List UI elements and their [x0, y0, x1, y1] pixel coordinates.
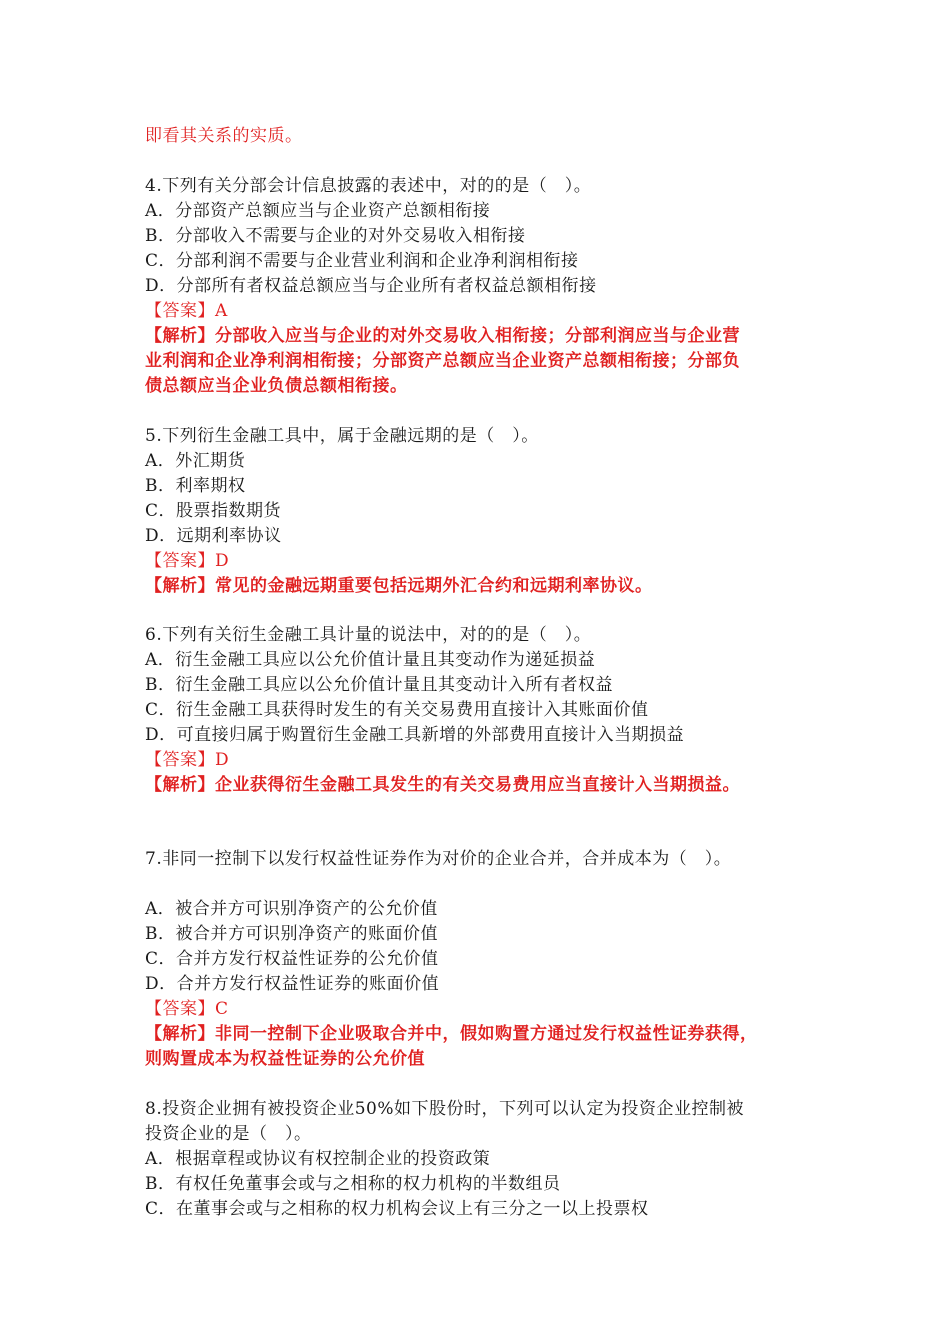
question-4-option-a: A．分部资产总额应当与企业资产总额相衔接 [145, 201, 491, 221]
question-7-option-b: B．被合并方可识别净资产的账面价值 [145, 924, 438, 944]
question-4-stem: 4.下列有关分部会计信息披露的表述中，对的的是（ ）。 [145, 176, 592, 196]
question-6-answer: 【答案】D [145, 750, 230, 770]
question-7-answer: 【答案】C [145, 999, 229, 1019]
question-7-analysis-line-1: 【解析】非同一控制下企业吸取合并中，假如购置方通过发行权益性证券获得， [145, 1024, 758, 1044]
question-5-analysis-line-1: 【解析】常见的金融远期重要包括远期外汇合约和远期利率协议。 [145, 576, 653, 596]
paragraph-continuation: 即看其关系的实质。 [145, 126, 303, 146]
question-8-option-a: A．根据章程或协议有权控制企业的投资政策 [145, 1149, 491, 1169]
question-8-stem-line-1: 8.投资企业拥有被投资企业50%如下股份时，下列可以认定为投资企业控制被 [145, 1099, 745, 1119]
question-4-option-b: B．分部收入不需要与企业的对外交易收入相衔接 [145, 226, 526, 246]
question-8-option-b: B．有权任免董事会或与之相称的权力机构的半数组员 [145, 1174, 561, 1194]
question-6-option-a: A．衍生金融工具应以公允价值计量且其变动作为递延损益 [145, 650, 596, 670]
question-7-stem: 7.非同一控制下以发行权益性证券作为对价的企业合并，合并成本为（ ）。 [145, 849, 732, 869]
question-6-stem: 6.下列有关衍生金融工具计量的说法中，对的的是（ ）。 [145, 625, 592, 645]
question-4-option-c: C．分部利润不需要与企业营业利润和企业净利润相衔接 [145, 251, 579, 271]
question-7-option-c: C．合并方发行权益性证券的公允价值 [145, 949, 439, 969]
question-7-analysis-line-2: 则购置成本为权益性证券的公允价值 [145, 1049, 425, 1069]
question-5-option-c: C．股票指数期货 [145, 501, 282, 521]
question-4-analysis-line-2: 业利润和企业净利润相衔接；分部资产总额应当企业资产总额相衔接；分部负 [145, 351, 740, 371]
question-4-analysis-line-1: 【解析】分部收入应当与企业的对外交易收入相衔接；分部利润应当与企业营 [145, 326, 740, 346]
question-5-stem: 5.下列衍生金融工具中，属于金融远期的是（ ）。 [145, 426, 539, 446]
question-8-stem-line-2: 投资企业的是（ ）。 [145, 1124, 312, 1144]
question-4-option-d: D．分部所有者权益总额应当与企业所有者权益总额相衔接 [145, 276, 597, 296]
question-5-answer: 【答案】D [145, 551, 230, 571]
question-5-option-d: D．远期利率协议 [145, 526, 282, 546]
question-8-option-c: C．在董事会或与之相称的权力机构会议上有三分之一以上投票权 [145, 1199, 649, 1219]
question-6-analysis-line-1: 【解析】企业获得衍生金融工具发生的有关交易费用应当直接计入当期损益。 [145, 775, 740, 795]
question-6-option-b: B．衍生金融工具应以公允价值计量且其变动计入所有者权益 [145, 675, 613, 695]
question-4-answer: 【答案】A [145, 301, 228, 321]
question-5-option-b: B．利率期权 [145, 476, 246, 496]
question-6-option-c: C．衍生金融工具获得时发生的有关交易费用直接计入其账面价值 [145, 700, 649, 720]
question-4-analysis-line-3: 债总额应当企业负债总额相衔接。 [145, 376, 408, 396]
question-7-option-d: D．合并方发行权益性证券的账面价值 [145, 974, 440, 994]
question-6-option-d: D．可直接归属于购置衍生金融工具新增的外部费用直接计入当期损益 [145, 725, 685, 745]
question-5-option-a: A．外汇期货 [145, 451, 246, 471]
question-7-option-a: A．被合并方可识别净资产的公允价值 [145, 899, 438, 919]
